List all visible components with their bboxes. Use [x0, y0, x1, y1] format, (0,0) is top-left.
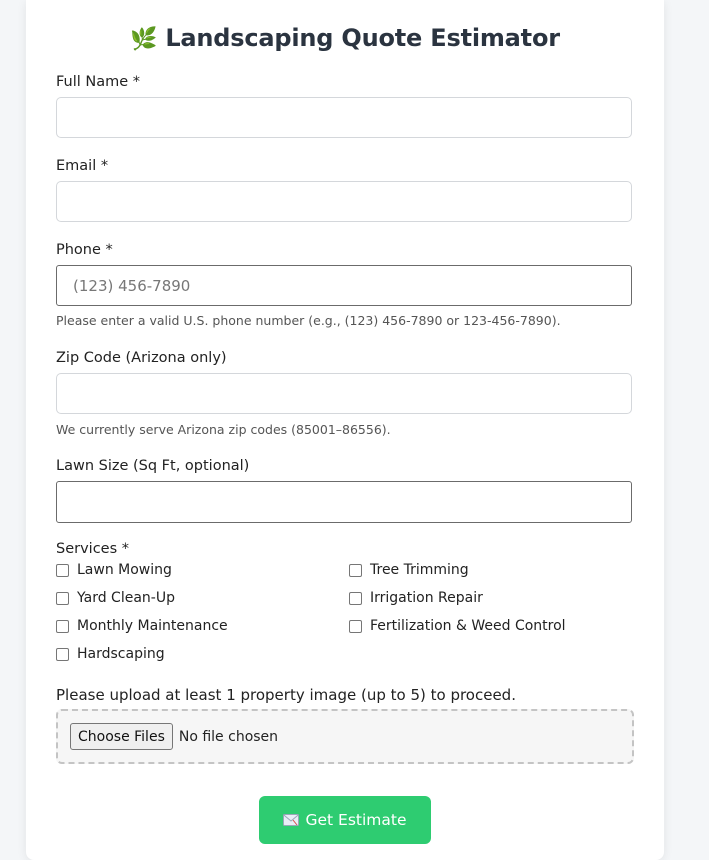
form-title: 🌿 Landscaping Quote Estimator	[130, 24, 560, 52]
checkbox[interactable]	[349, 620, 362, 633]
email-input[interactable]	[56, 181, 632, 222]
envelope-icon	[283, 814, 299, 826]
phone-label: Phone *	[56, 242, 113, 258]
service-lawn-mowing[interactable]: Lawn Mowing	[56, 562, 172, 578]
phone-help-text: Please enter a valid U.S. phone number (e.g., (123) 456-7890 or 123-456-7890).	[56, 313, 561, 328]
checkbox[interactable]	[349, 564, 362, 577]
lawn-size-label: Lawn Size (Sq Ft, optional)	[56, 458, 250, 474]
checkbox[interactable]	[349, 592, 362, 605]
service-fertilization-weed-control[interactable]: Fertilization & Weed Control	[349, 618, 566, 634]
herb-icon: 🌿	[130, 27, 158, 52]
full-name-label: Full Name *	[56, 74, 141, 90]
file-upload-area[interactable]	[56, 709, 634, 764]
service-yard-clean-up[interactable]: Yard Clean-Up	[56, 590, 175, 606]
service-hardscaping[interactable]: Hardscaping	[56, 646, 165, 662]
service-tree-trimming[interactable]: Tree Trimming	[349, 562, 469, 578]
choose-files-button[interactable]: Choose Files	[70, 723, 173, 750]
checkbox[interactable]	[56, 648, 69, 661]
service-monthly-maintenance[interactable]: Monthly Maintenance	[56, 618, 228, 634]
file-status: No file chosen	[178, 728, 279, 745]
get-estimate-button[interactable]: Get Estimate	[259, 796, 431, 844]
service-irrigation-repair[interactable]: Irrigation Repair	[349, 590, 483, 606]
quote-form-card	[26, 0, 664, 860]
checkbox[interactable]	[56, 592, 69, 605]
services-label: Services *	[56, 541, 130, 557]
email-label: Email *	[56, 158, 109, 174]
full-name-input[interactable]	[56, 97, 632, 138]
zip-help-text: We currently serve Arizona zip codes (85001–86556).	[56, 422, 391, 437]
lawn-size-input[interactable]	[56, 481, 632, 523]
checkbox[interactable]	[56, 564, 69, 577]
phone-input[interactable]	[56, 265, 632, 306]
zip-input[interactable]	[56, 373, 632, 414]
zip-label: Zip Code (Arizona only)	[56, 350, 227, 366]
checkbox[interactable]	[56, 620, 69, 633]
upload-instructions: Please upload at least 1 property image (up to 5) to proceed.	[56, 686, 516, 704]
